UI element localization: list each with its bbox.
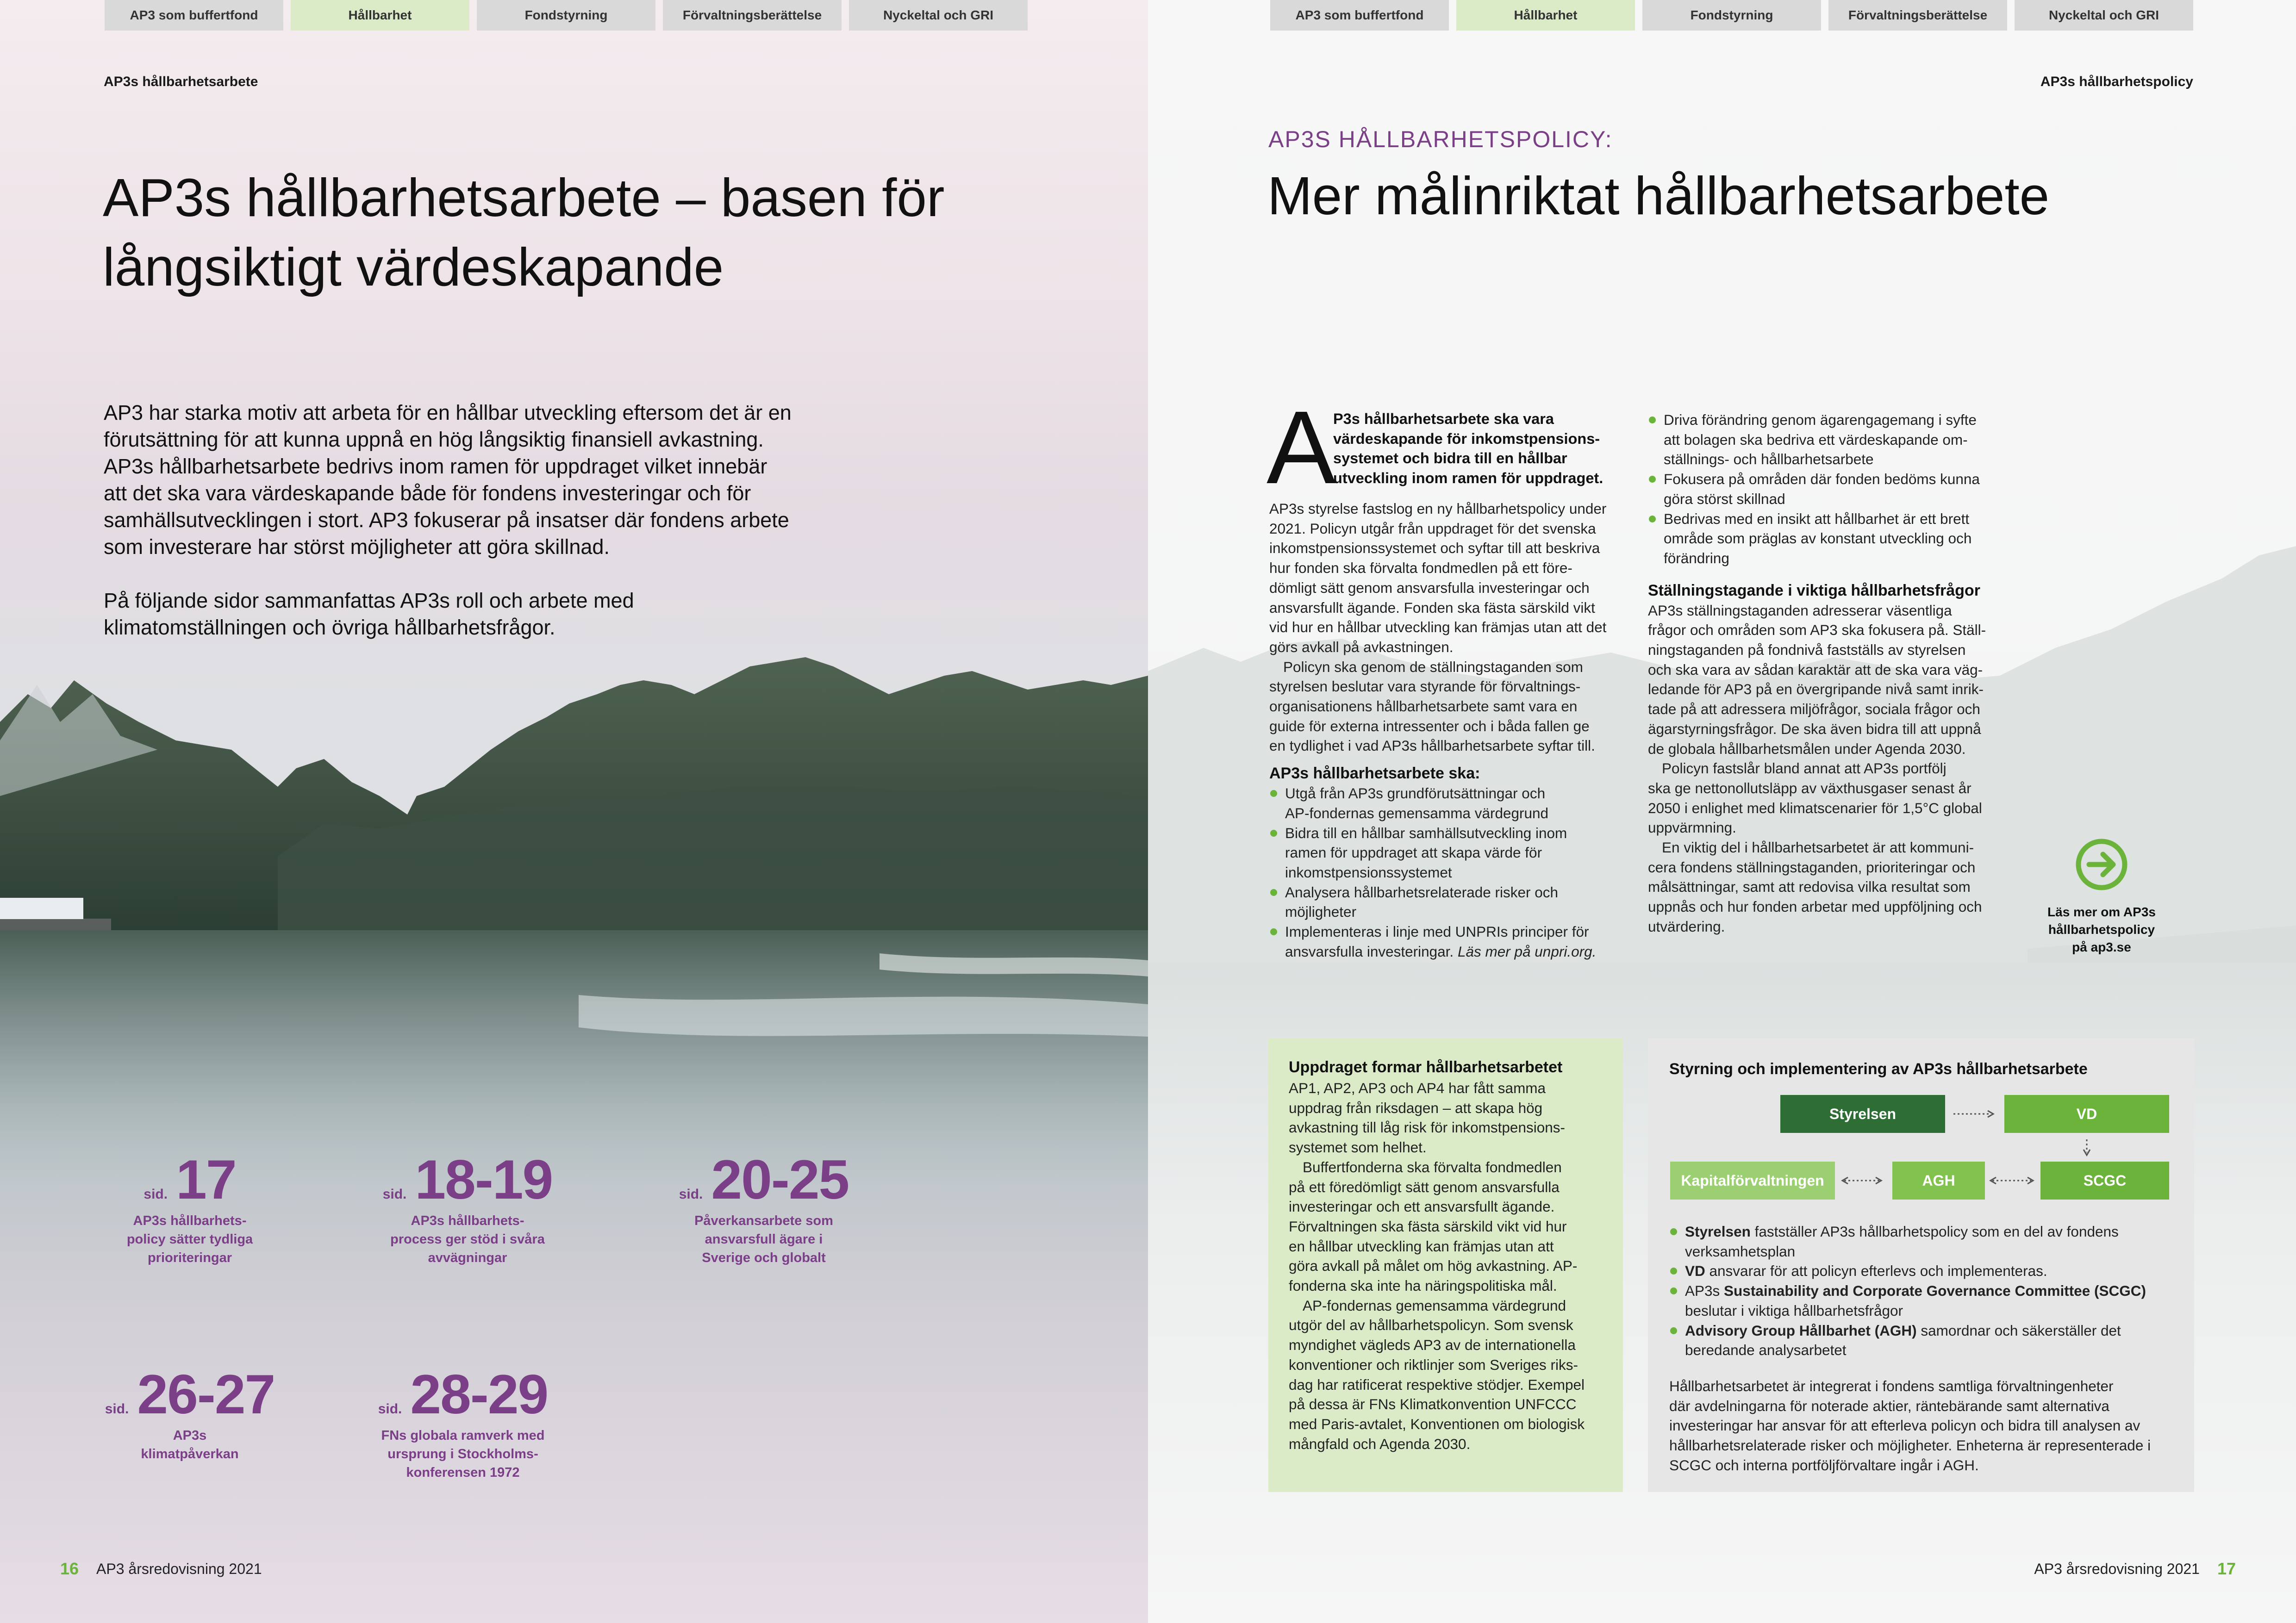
vd-node: VD [2004, 1095, 2169, 1133]
roles-list [1669, 1222, 2146, 1360]
uppdraget-box [1268, 1038, 1623, 1492]
body-paragraph: AP3s styrelse fastslog en ny hållbarhetspolicy under 2021. Policyn utgår från uppdraget för det svenska inkomstpensionssystemet och syftar till att beskriva hur fonden ska förvalta fondmedlen på ett före- dömligt sätt genom ansvarsfulla investeringar och ansvarsfullt ägande. Fonden ska fästa särskild vikt vid hur en hållbar utveckling kan främjas utan att det görs avkall på avkastningen. [1269, 500, 1607, 655]
box-title: Uppdraget formar hållbarhetsarbetet [1289, 1058, 1563, 1076]
box-title: Styrning och implementering av AP3s hållbarhetsarbete [1669, 1060, 2088, 1078]
tab-forvaltningsberattelse[interactable]: Förvaltningsberättelse [663, 0, 842, 31]
arrow-right-circle-icon[interactable] [2074, 837, 2129, 892]
intro-line: AP3 har starka motiv att arbeta för en hållbar utveckling eftersom det är en [104, 401, 792, 424]
page-number: 20-25 [711, 1149, 849, 1211]
kicker: AP3S HÅLLBARHETSPOLICY: [1268, 126, 1613, 152]
intro-line: samhällsutvecklingen i stort. AP3 fokuserar på insatser där fondens arbete [104, 508, 789, 532]
sid-label: sid. [105, 1401, 129, 1417]
page-number: 18-19 [415, 1149, 553, 1211]
subheading: Ställningstagande i viktiga hållbarhetsfrågor [1648, 581, 1980, 599]
page-number: 26-27 [137, 1363, 275, 1425]
body-paragraph: Policyn ska genom de ställningstaganden som styrelsen beslutar vara styrande för förvaltnings- organisationens hållbarhetsarbete samt vara en guide för externa intressenter och i båda fallen ge en tydlighet i vad AP3s hållbarhetsarbete syftar till. [1269, 658, 1595, 754]
bullet-list [1269, 784, 1649, 961]
footer-text: AP3 årsredovisning 2021 [96, 1560, 262, 1577]
list-item: Bidra till en hållbar samhällsutveckling inom ramen för uppdraget att skapa värde för inkomstpensionssystemet [1269, 823, 1649, 883]
section-label: AP3s hållbarhetsarbete [104, 74, 258, 89]
page-ref-desc: Påverkansarbete som ansvarsfull ägare i Sverige och globalt [694, 1213, 833, 1265]
body-paragraph: Policyn fastslår bland annat att AP3s portfölj ska ge nettonollutsläpp av växthusgaser senast år 2050 i enlighet med klimatscenarier för 1,5°C global uppvärmning. [1648, 760, 1982, 836]
flow-connectors [1648, 1038, 2194, 1224]
column-2 [1648, 410, 2018, 937]
tab-fondstyrning[interactable]: Fondstyrning [477, 0, 655, 31]
page-number: 17 [176, 1149, 236, 1211]
page-ref[interactable] [93, 1362, 287, 1463]
styrning-box [1648, 1038, 2194, 1492]
sid-label: sid. [679, 1187, 703, 1202]
page-ref[interactable] [366, 1362, 560, 1482]
sid-label: sid. [382, 1187, 407, 1202]
lead-paragraph: P3s hållbarhetsarbete ska vara värdeskapande för inkomstpensions- systemet och bidra till en hållbar utveckling inom ramen för uppdraget. [1333, 410, 1603, 486]
tab-nyckeltal-gri[interactable]: Nyckeltal och GRI [2015, 0, 2193, 31]
styrelsen-node: Styrelsen [1780, 1095, 1945, 1133]
list-item: Advisory Group Hållbarhet (AGH) samordnar och säkerställer det beredande analysarbetet [1669, 1321, 2146, 1360]
tab-buffertfond[interactable]: AP3 som buffertfond [1270, 0, 1449, 31]
headline-line: långsiktigt värdeskapande [103, 237, 724, 297]
list-item: Bedrivas med en insikt att hållbarhet är ett brett område som präglas av konstant utveckling och förändring [1648, 509, 2018, 568]
list-item: AP3s Sustainability and Corporate Governance Committee (SCGC) beslutar i viktiga hållbarhetsfrågor [1669, 1281, 2146, 1320]
page-number: 17 [2217, 1559, 2236, 1578]
body-paragraph: En viktig del i hållbarhetsarbetet är att kommuni- cera fondens ställningstaganden, prioriteringar och målsättningar, samt att redovisa vilka resultat som uppnås och hur fonden arbetar med uppföljning och utvärdering. [1648, 839, 1982, 935]
list-item: VD ansvarar för att policyn efterlevs och implementeras. [1669, 1261, 2146, 1281]
page-ref[interactable] [667, 1148, 861, 1267]
page-ref-desc: AP3s klimatpåverkan [141, 1428, 239, 1461]
tab-forvaltningsberattelse[interactable]: Förvaltningsberättelse [1828, 0, 2007, 31]
scgc-node: SCGC [2040, 1162, 2169, 1200]
tab-hallbarhet[interactable]: Hållbarhet [1456, 0, 1635, 31]
sid-label: sid. [144, 1187, 168, 1202]
page-ref[interactable] [370, 1148, 565, 1267]
right-page [1148, 0, 2296, 1623]
list-item: Fokusera på områden där fonden bedöms kunna göra störst skillnad [1648, 469, 2018, 509]
footer-right [2034, 1559, 2236, 1579]
footer-text: AP3 årsredovisning 2021 [2034, 1560, 2200, 1577]
section-label: AP3s hållbarhetspolicy [2040, 74, 2193, 89]
list-item: Analysera hållbarhetsrelaterade risker och möjligheter [1269, 883, 1649, 922]
intro-line: På följande sidor sammanfattas AP3s roll och arbete med [104, 589, 634, 612]
page-title: Mer målinriktat hållbarhetsarbete [1267, 166, 2050, 226]
read-more-link[interactable] [2046, 837, 2157, 956]
page-ref-desc: AP3s hållbarhets- policy sätter tydliga prioriteringar [126, 1213, 253, 1265]
list-item: Driva förändring genom ägarengagemang i syfte att bolagen ska bedriva ett värdeskapande om- ställnings- och hållbarhetsarbete [1648, 410, 2018, 469]
subheading: AP3s hållbarhetsarbete ska: [1269, 765, 1480, 783]
tab-fondstyrning[interactable]: Fondstyrning [1642, 0, 1821, 31]
read-more-text: Läs mer om AP3s hållbarhetspolicy på ap3.se [2047, 905, 2156, 954]
intro-paragraph [104, 399, 792, 641]
intro-line: förutsättning för att kunna uppnå en hög långsiktig finansiell avkastning. [104, 428, 764, 451]
agh-node: AGH [1892, 1162, 1985, 1200]
page-ref[interactable] [93, 1148, 287, 1267]
page-ref-desc: FNs globala ramverk med ursprung i Stockholms- konferensen 1972 [381, 1428, 545, 1480]
intro-line: som investerare har störst möjligheter att göra skillnad. [104, 535, 610, 559]
intro-line: AP3s hållbarhetsarbete bedrivs inom ramen för uppdraget vilket innebär [104, 454, 767, 478]
tab-buffertfond[interactable]: AP3 som buffertfond [105, 0, 283, 31]
uppdraget-text: Uppdraget formar hållbarhetsarbetet AP1, AP2, AP3 och AP4 har fått samma uppdrag från riksdagen – att skapa hög avkastning till låg risk för inkomstpensions- systemet som helhet. Buffertfonderna ska förvalta fondmedlen på ett föredömligt sätt genom ansvarsfulla investeringar och ett ansvarsfullt ägande. Förvaltningen ska fästa särskild vikt vid hur en hållbar utveckling kan främjas utan att göra avkall på målet om hög avkastning. AP- fonderna ska inte ha näringspolitiska mål. AP-fondernas gemensamma värdegrund utgör del av hållbarhetspolicyn. Som svensk myndighet vägleds AP3 av de internationella konventioner och riktlinjer som Sveriges riks- dag har ratificerat respektive stödjer. Exempel på dessa är FNs Klimatkonvention UNFCCC med Paris-avtalet, Konventionen om biologisk mångfald och Agenda 2030. [1289, 1057, 1585, 1454]
column-1 [1267, 390, 1649, 961]
page-number: 28-29 [410, 1363, 548, 1425]
list-item: Styrelsen fastställer AP3s hållbarhetspolicy som en del av fondens verksamhetsplan [1669, 1222, 2146, 1261]
page-number: 16 [60, 1559, 79, 1578]
integration-paragraph: Hållbarhetsarbetet är integrerat i fondens samtliga förvaltningenheter där avdelningarna för noterade aktier, räntebärande samt alternativa investeringar har ansvar för att efterleva policyn och bidra till analysen av hållbarhetsrelaterade risker och möjligheter. Enheterna är representerade i SCGC och interna portföljförvaltare ingår i AGH. [1669, 1378, 2151, 1474]
tab-nyckeltal-gri[interactable]: Nyckeltal och GRI [849, 0, 1028, 31]
intro-line: att det ska vara värdeskapande både för fondens investeringar och för [104, 481, 751, 505]
kapitalforvaltningen-node: Kapitalförvaltningen [1670, 1162, 1835, 1200]
headline-line: AP3s hållbarhetsarbete – basen för [103, 168, 945, 228]
page-title [103, 163, 945, 302]
list-item: Utgå från AP3s grundförutsättningar och AP-fondernas gemensamma värdegrund [1269, 784, 1649, 823]
bullet-list [1648, 410, 2018, 568]
body-paragraph: AP3s ställningstaganden adresserar väsentliga frågor och områden som AP3 ska fokusera på. Ställ- ningstaganden på fondnivå fastställs av styrelsen och ska vara av sådan karaktär att de ska vara väg- ledande för AP3 på en övergripande nivå samt inrik- tade på att adressera miljöfrågor, sociala frågor och ägarstyrningsfrågor. De ska även bidra till att uppnå de globala hållbarhetsmålen under Agenda 2030. [1648, 602, 1986, 757]
page-ref-desc: AP3s hållbarhets- process ger stöd i svåra avvägningar [390, 1213, 545, 1265]
list-item: Implementeras i linje med UNPRIs principer för ansvarsfulla investeringar. Läs mer på unpri.org. [1269, 922, 1649, 961]
intro-line: klimatomställningen och övriga hållbarhetsfrågor. [104, 616, 555, 639]
unpri-link[interactable]: Läs mer på unpri.org. [1454, 943, 1597, 960]
sid-label: sid. [378, 1401, 402, 1417]
drop-cap: A [1267, 390, 1336, 505]
footer-left [60, 1559, 262, 1579]
tab-hallbarhet[interactable]: Hållbarhet [291, 0, 469, 31]
